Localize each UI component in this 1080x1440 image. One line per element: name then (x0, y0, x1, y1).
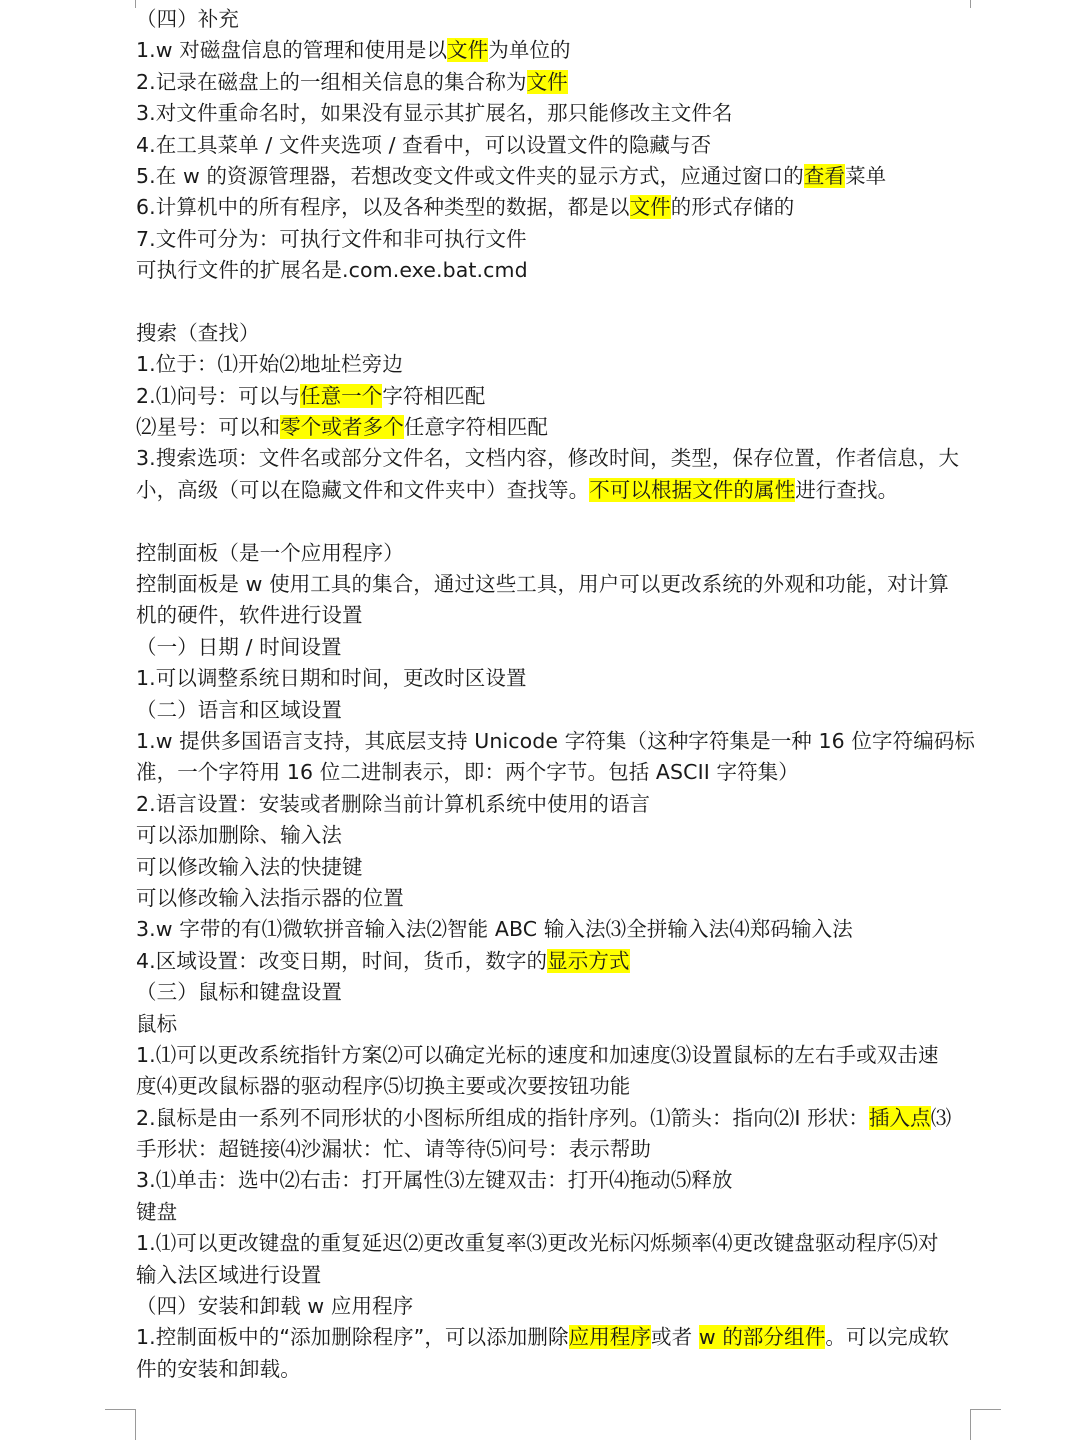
text-segment: 进行查找。 (795, 477, 899, 502)
crop-mark-bottom-right (970, 1409, 1001, 1440)
text-segment: （四）补充 (136, 7, 239, 31)
highlighted-text: 零个或者多个 (280, 415, 404, 440)
text-segment: 3.搜索选项：文件名或部分文件名，文档内容，修改时间，类型，保存位置，作者信息，大 (136, 446, 960, 471)
text-segment: 菜单 (845, 163, 887, 188)
text-segment: 或者 (651, 1325, 699, 1350)
text-line (136, 820, 978, 851)
text-segment: 输入法区域进行设置 (136, 1262, 322, 1287)
text-line (136, 1228, 978, 1259)
text-line (136, 632, 978, 663)
text-segment: 2.⑴问号：可以与 (136, 383, 300, 408)
text-segment: 控制面板是 w 使用工具的集合，通过这些工具，用户可以更改系统的外观和功能，对计算 (136, 572, 949, 597)
crop-mark-top-left (105, 0, 136, 8)
text-segment: 3.对文件重命名时，如果没有显示其扩展名，那只能修改主文件名 (136, 101, 733, 126)
text-segment: 可以修改输入法指示器的位置 (136, 885, 404, 910)
text-line (136, 1197, 978, 1228)
text-segment: 1.⑴可以更改系统指针方案⑵可以确定光标的速度和加速度⑶设置鼠标的左右手或双击速 (136, 1042, 939, 1067)
text-segment: ⑵星号：可以和 (136, 415, 281, 440)
text-line (136, 1354, 978, 1385)
text-line (136, 161, 978, 192)
text-line (136, 35, 978, 66)
text-segment: 小，高级（可以在隐藏文件和文件夹中）查找等。 (136, 477, 590, 502)
text-segment: 为单位的 (488, 38, 571, 63)
text-line (136, 255, 978, 286)
text-segment: 机的硬件，软件进行设置 (136, 603, 363, 628)
text-line (136, 977, 978, 1008)
text-line (136, 1009, 978, 1040)
highlighted-text: 插入点 (868, 1105, 931, 1130)
text-segment: 手形状：超链接⑷沙漏状：忙、请等待⑸问号：表示帮助 (136, 1137, 651, 1162)
highlighted-text: 查看 (803, 163, 846, 188)
text-segment: 4.在工具菜单 / 文件夹选项 / 查看中，可以设置文件的隐藏与否 (136, 132, 712, 157)
text-segment: 件的安装和卸载。 (136, 1356, 301, 1381)
text-line (136, 663, 978, 694)
text-line (136, 67, 978, 98)
text-segment: 1.位于：⑴开始⑵地址栏旁边 (136, 352, 403, 377)
text-line (136, 192, 978, 223)
text-segment: 1.⑴可以更改键盘的重复延迟⑵更改重复率⑶更改光标闪烁频率⑷更改键盘驱动程序⑸对 (136, 1231, 939, 1256)
text-segment: 1.w 对磁盘信息的管理和使用是以 (136, 38, 448, 63)
text-segment: 的形式存储的 (670, 195, 795, 220)
highlighted-text: 文件 (629, 195, 671, 220)
text-line (136, 224, 978, 255)
text-segment: 鼠标 (136, 1011, 178, 1036)
text-line (136, 130, 978, 161)
blank-line (136, 287, 978, 318)
text-line (136, 1040, 978, 1071)
text-line (136, 538, 978, 569)
text-segment: 字符相匹配 (382, 383, 486, 408)
text-line (136, 1165, 978, 1196)
text-segment: （一）日期 / 时间设置 (136, 634, 342, 659)
text-segment: 搜索（查找） (136, 320, 260, 345)
highlighted-text: 应用程序 (568, 1325, 652, 1350)
blank-line (136, 506, 978, 537)
text-line (136, 883, 978, 914)
text-line (136, 318, 978, 349)
text-line (136, 98, 978, 129)
text-segment: 。可以完成软 (825, 1325, 949, 1350)
text-segment: 3.w 字带的有⑴微软拼音输入法⑵智能 ABC 输入法⑶全拼输入法⑷郑码输入法 (136, 917, 853, 942)
text-segment: 2.语言设置：安装或者删除当前计算机系统中使用的语言 (136, 791, 651, 816)
text-segment: 准，一个字符用 16 位二进制表示，即：两个字节。包括 ASCII 字符集） (136, 760, 799, 785)
text-line (136, 475, 978, 506)
text-line (136, 789, 978, 820)
text-segment: 任意字符相匹配 (403, 415, 549, 440)
text-line (136, 349, 978, 380)
text-segment: ⑶ (930, 1105, 952, 1130)
text-line (136, 1322, 978, 1353)
text-line (136, 1260, 978, 1291)
text-line (136, 381, 978, 412)
text-segment: 可执行文件的扩展名是.com.exe.bat.cmd (136, 258, 528, 283)
text-segment: （四）安装和卸载 w 应用程序 (136, 1294, 414, 1319)
document-body (136, 4, 978, 1385)
text-line (136, 412, 978, 443)
text-line (136, 1134, 978, 1165)
text-segment: 1.可以调整系统日期和时间，更改时区设置 (136, 666, 527, 691)
highlighted-text: 任意一个 (299, 383, 383, 408)
text-segment: 度⑷更改鼠标器的驱动程序⑸切换主要或次要按钮功能 (136, 1074, 631, 1099)
text-segment: 5.在 w 的资源管理器，若想改变文件或文件夹的显示方式，应通过窗口的 (136, 163, 804, 188)
highlighted-text: 文件 (447, 38, 489, 63)
text-line (136, 1291, 978, 1322)
text-line (136, 600, 978, 631)
text-segment: 3.⑴单击：选中⑵右击：打开属性⑶左键双击：打开⑷拖动⑸释放 (136, 1168, 733, 1193)
text-segment: 2.鼠标是由一系列不同形状的小图标所组成的指针序列。⑴箭头：指向⑵I 形状： (136, 1105, 869, 1130)
text-segment: 2.记录在磁盘上的一组相关信息的集合称为 (136, 69, 527, 94)
text-line (136, 852, 978, 883)
text-segment: 控制面板（是一个应用程序） (136, 540, 404, 565)
text-segment: 1.w 提供多国语言支持，其底层支持 Unicode 字符集（这种字符集是一种 16 位字符编码标 (136, 728, 976, 753)
text-segment: 1.控制面板中的“添加删除程序”，可以添加删除 (136, 1325, 569, 1350)
text-segment: 键盘 (136, 1199, 178, 1224)
text-line (136, 443, 978, 474)
text-segment: （三）鼠标和键盘设置 (136, 980, 342, 1005)
text-segment: （二）语言和区域设置 (136, 697, 342, 722)
text-segment: 6.计算机中的所有程序，以及各种类型的数据，都是以 (136, 195, 630, 220)
text-line (136, 695, 978, 726)
text-line (136, 757, 978, 788)
crop-mark-bottom-left (105, 1409, 136, 1440)
text-line (136, 4, 978, 35)
text-segment: 可以修改输入法的快捷键 (136, 854, 363, 879)
text-segment: 7.文件可分为：可执行文件和非可执行文件 (136, 226, 527, 251)
text-line (136, 1071, 978, 1102)
text-line (136, 946, 978, 977)
text-segment: 可以添加删除、输入法 (136, 823, 342, 848)
highlighted-text: 显示方式 (547, 948, 630, 973)
highlighted-text: 不可以根据文件的属性 (589, 477, 796, 502)
text-segment: 4.区域设置：改变日期，时间，货币，数字的 (136, 948, 548, 973)
text-line (136, 569, 978, 600)
highlighted-text: 文件 (526, 69, 568, 94)
text-line (136, 1103, 978, 1134)
text-line (136, 726, 978, 757)
highlighted-text: w 的部分组件 (698, 1325, 826, 1350)
text-line (136, 914, 978, 945)
